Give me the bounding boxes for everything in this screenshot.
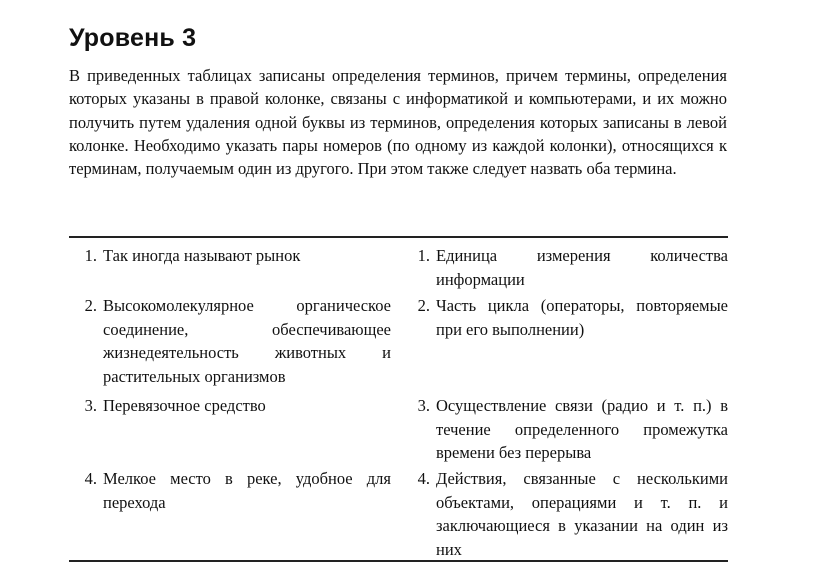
right-definition-3 <box>402 394 728 465</box>
right-definition-text: Действия, связанные с несколькими объектами, операциями и т. п. и заключающиеся в указании на один из них <box>436 469 728 559</box>
right-number: 1. <box>417 246 430 265</box>
right-definition-1 <box>402 244 728 291</box>
task-description: В приведенных таблицах записаны определения терминов, причем термины, определения которых указаны в правой колонке, связаны с информатикой и компьютерами, и их можно получить путем удаления одной буквы из терминов, определения которых записаны в левой колонке. Необходимо указать пары номеров (по одному из каждой колонки), относящихся к терминам, получаемым один из другого. При этом также следует назвать оба термина. <box>69 66 727 179</box>
left-number: 1. <box>84 246 97 265</box>
left-definition-2 <box>69 294 391 388</box>
table-bottom-rule <box>69 560 728 562</box>
left-definition-text: Мелкое место в реке, удобное для перехода <box>103 469 391 512</box>
left-number: 3. <box>84 396 97 415</box>
left-definition-text: Так иногда называют рынок <box>103 246 301 265</box>
right-definition-text: Часть цикла (операторы, повторяемые при его выполнении) <box>436 296 728 339</box>
right-number: 2. <box>417 296 430 315</box>
level-heading: Уровень 3 <box>69 24 197 52</box>
left-definition-4 <box>69 467 391 514</box>
right-number: 3. <box>417 396 430 415</box>
right-definition-4 <box>402 467 728 561</box>
right-definition-text: Единица измерения количества информации <box>436 246 728 289</box>
table-top-rule <box>69 236 728 238</box>
left-definition-text: Перевязочное средство <box>103 396 266 415</box>
right-number: 4. <box>417 469 430 488</box>
left-definition-text: Высокомолекулярное органическое соединение, обеспечивающее жизнедеятельность животных и растительных организмов <box>103 296 391 386</box>
left-number: 4. <box>84 469 97 488</box>
right-definition-text: Осуществление связи (радио и т. п.) в течение определенного промежутка времени без перерыва <box>436 396 728 462</box>
left-number: 2. <box>84 296 97 315</box>
left-definition-3 <box>69 394 391 418</box>
right-definition-2 <box>402 294 728 341</box>
left-definition-1 <box>69 244 391 268</box>
